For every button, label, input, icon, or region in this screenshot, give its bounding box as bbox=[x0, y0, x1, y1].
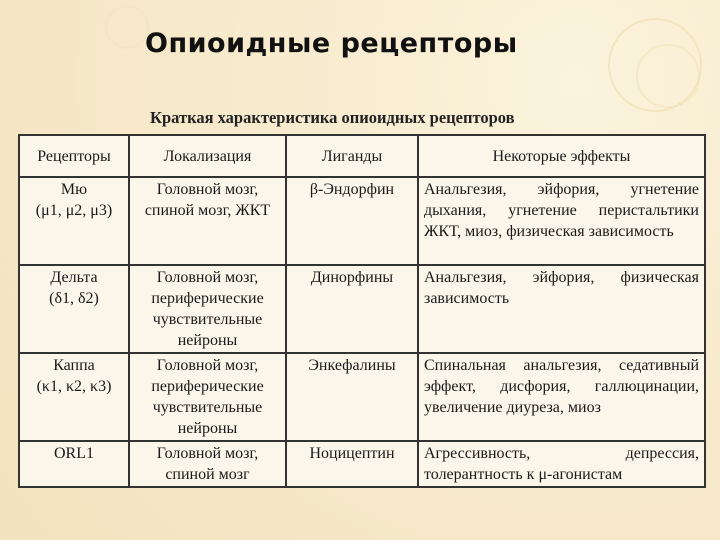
localization-cell: Головной мозг, периферические чувствительные нейроны bbox=[129, 265, 286, 353]
table-row bbox=[19, 177, 705, 265]
receptor-cell bbox=[19, 265, 129, 353]
effects-cell: Анальгезия, эйфория, физическая зависимость bbox=[418, 265, 705, 353]
header-receptors: Рецепторы bbox=[19, 135, 129, 177]
localization-cell: Головной мозг, спиной мозг, ЖКТ bbox=[129, 177, 286, 265]
header-effects: Некоторые эффекты bbox=[418, 135, 705, 177]
table-header-row bbox=[19, 135, 705, 177]
ligands-cell: β-Эндорфин bbox=[286, 177, 418, 265]
receptor-subtypes: (μ1, μ2, μ3) bbox=[35, 202, 113, 219]
receptor-name: ORL1 bbox=[54, 445, 94, 462]
effects-cell: Анальгезия, эйфория, угнетение дыхания, угнетение перистальтики ЖКТ, миоз, физическая зависимость bbox=[418, 177, 705, 265]
receptor-name: Мю bbox=[60, 181, 88, 198]
ligands-cell: Динорфины bbox=[286, 265, 418, 353]
table-row bbox=[19, 441, 705, 487]
ligands-cell: Энкефалины bbox=[286, 353, 418, 441]
receptors-table bbox=[18, 134, 706, 488]
slide-title: Опиоидные рецепторы bbox=[145, 28, 518, 59]
receptor-cell bbox=[19, 177, 129, 265]
decorative-circle bbox=[636, 44, 700, 108]
receptor-name: Дельта bbox=[50, 269, 98, 286]
receptor-subtypes: (κ1, κ2, κ3) bbox=[36, 378, 112, 395]
table-caption: Краткая характеристика опиоидных рецепторов bbox=[150, 108, 515, 127]
header-localization: Локализация bbox=[129, 135, 286, 177]
receptor-subtypes: (δ1, δ2) bbox=[49, 290, 99, 307]
ligands-cell: Ноцицептин bbox=[286, 441, 418, 487]
localization-cell: Головной мозг, спиной мозг bbox=[129, 441, 286, 487]
receptor-name: Каппа bbox=[53, 357, 95, 374]
receptor-cell bbox=[19, 353, 129, 441]
table-row bbox=[19, 265, 705, 353]
decorative-circle bbox=[105, 5, 149, 49]
effects-cell: Спинальная анальгезия, седативный эффект, дисфория, галлюцинации, увеличение диуреза, миоз bbox=[418, 353, 705, 441]
effects-cell: Агрессивность, депрессия, толерантность к μ-агонистам bbox=[418, 441, 705, 487]
localization-cell: Головной мозг, периферические чувствительные нейроны bbox=[129, 353, 286, 441]
header-ligands: Лиганды bbox=[286, 135, 418, 177]
table-row bbox=[19, 353, 705, 441]
receptor-cell bbox=[19, 441, 129, 487]
